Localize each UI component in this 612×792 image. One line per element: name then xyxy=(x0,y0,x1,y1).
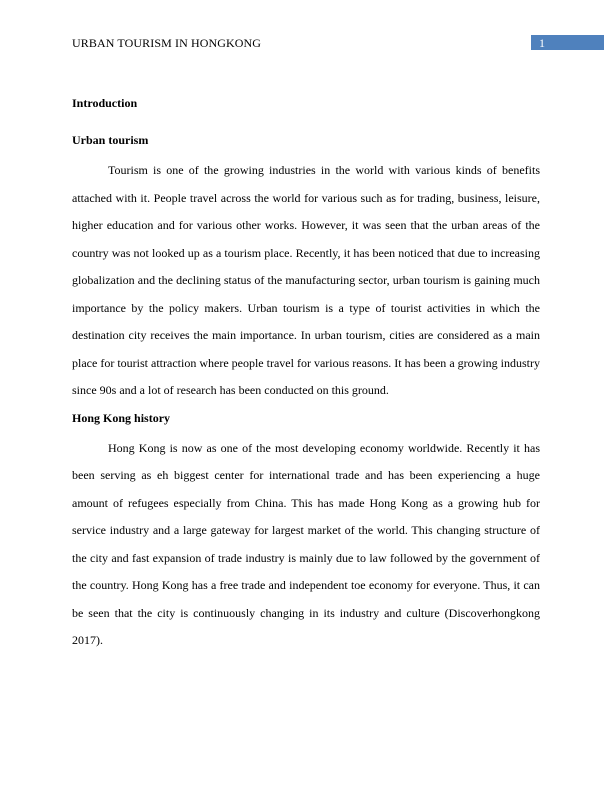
hong-kong-history-paragraph: Hong Kong is now as one of the most developing economy worldwide. Recently it has been serving as eh biggest center for international trade and has been experiencing a huge amount of refugees especially from China. This has made Hong Kong as a growing hub for service industry and a large gateway for largest market of the world. This changing structure of the city and fast expansion of trade industry is mainly due to law followed by the government of the country. Hong Kong has a free trade and independent toe economy for everyone. Thus, it can be seen that the city is continuously changing in its industry and culture (Discoverhongkong 2017). xyxy=(72,440,540,647)
document-body xyxy=(72,93,540,655)
running-header-title: URBAN TOURISM IN HONGKONG xyxy=(72,36,262,50)
page-number-badge xyxy=(531,35,604,50)
hong-kong-history-heading: Hong Kong history xyxy=(72,410,171,425)
urban-tourism-heading: Urban tourism xyxy=(72,133,149,147)
urban-tourism-paragraph: Tourism is one of the growing industries in the world with various kinds of benefits attached with it. People travel across the world for various such as for trading, business, leisure, higher education and for various other works. However, it was seen that the urban areas of the country was not looked up as a tourism place. Recently, it has been noticed that due to increasing globalization and the declining status of the manufacturing sector, urban tourism is gaining much importance by the policy makers. Urban tourism is a type of tourist activities in which the destination city receives the main importance. In urban tourism, cities are considered as a main place for tourist attraction where people travel for various reasons. It has been a growing industry since 90s and a lot of research has been conducted on this ground. xyxy=(72,163,540,397)
introduction-heading: Introduction xyxy=(72,96,138,110)
page-number: 1 xyxy=(539,36,545,50)
